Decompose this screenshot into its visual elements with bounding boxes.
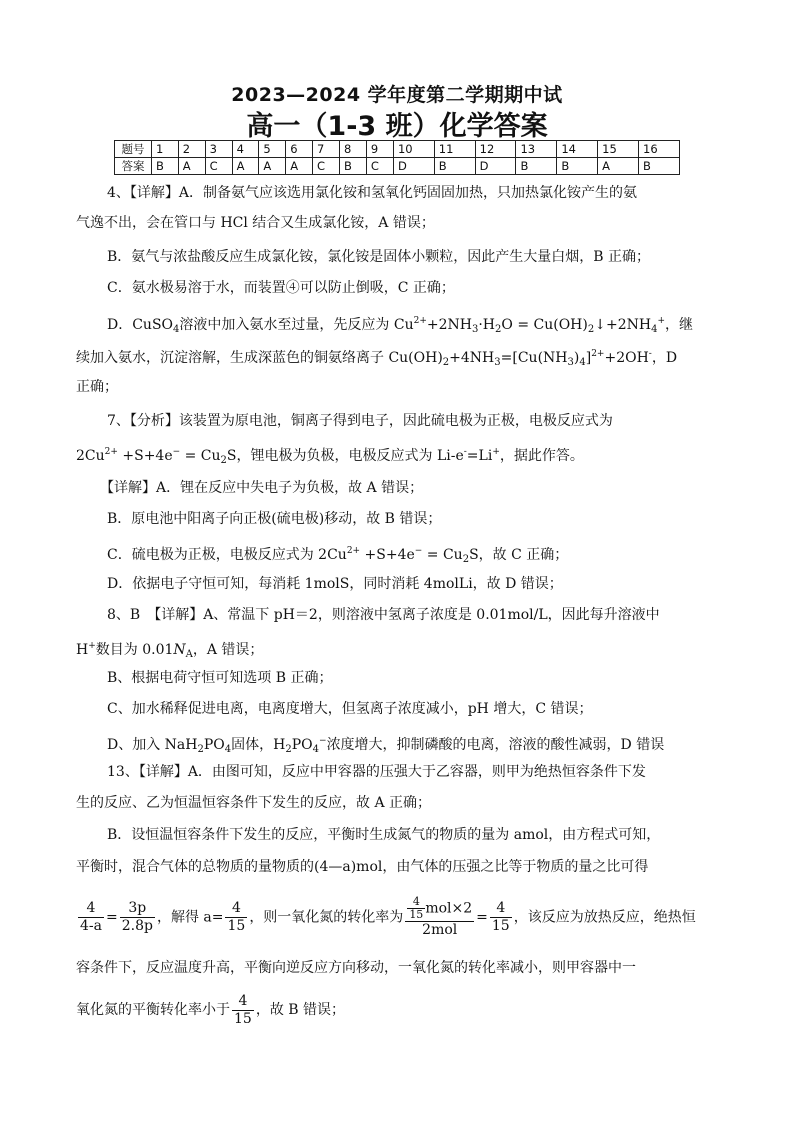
question-number-cell: 6	[286, 141, 313, 158]
question-number-cell: 15	[598, 141, 639, 158]
answer-cell: B	[434, 158, 475, 175]
fraction	[78, 900, 104, 935]
text: mol×2	[425, 900, 473, 917]
subscript: 3	[494, 357, 501, 368]
text: =Li	[466, 448, 493, 464]
q4-line-2: 气逸不出，会在管口与 HCl 结合又生成氯化铵，A 错误；	[76, 215, 435, 231]
answer-cell: A	[259, 158, 286, 175]
subscript: 2	[442, 357, 450, 368]
superscript: 2+	[104, 447, 118, 457]
answer-table	[114, 140, 680, 175]
subscript: 4	[224, 744, 232, 755]
text: =	[476, 909, 488, 926]
text: = Cu	[180, 448, 221, 464]
numerator: 4	[490, 900, 512, 918]
superscript: -	[648, 349, 652, 359]
denominator: 15	[409, 908, 424, 921]
text: C．硫电极为正极，电极反应式为 2Cu	[107, 547, 347, 563]
question-number-cell: 13	[516, 141, 557, 158]
question-number-cell: 4	[232, 141, 259, 158]
numerator: 4	[232, 993, 254, 1011]
question-number-cell: 1	[152, 141, 179, 158]
exam-subtitle: 高一（1-3 班）化学答案	[246, 111, 548, 142]
answer-cell: B	[152, 158, 179, 175]
question-number-cell: 14	[557, 141, 598, 158]
q7-line-6: D．依据电子守恒可知，每消耗 1molS，同时消耗 4molLi，故 D 错误；	[107, 576, 563, 592]
fraction	[120, 900, 155, 935]
q4-line-7: 正确；	[76, 379, 118, 395]
answer-cell: D	[393, 158, 434, 175]
text: = Cu	[422, 547, 463, 563]
subscript: 2	[587, 324, 595, 335]
superscript: 2+	[591, 349, 605, 359]
superscript: −	[172, 447, 181, 457]
q8-line-4: C、加水稀释促进电离，电离度增大，但氢离子浓度减小，pH 增大，C 错误；	[107, 701, 593, 717]
answer-table-answer-row	[115, 158, 680, 175]
question-number-cell: 11	[434, 141, 475, 158]
superscript: +	[657, 316, 665, 326]
answer-cell: B	[557, 158, 598, 175]
inner-fraction	[407, 896, 425, 921]
text: ，据此作答。	[499, 448, 584, 464]
subscript: 3	[567, 357, 574, 368]
q4-line-5	[107, 311, 693, 340]
subscript: 2	[197, 744, 204, 755]
denominator: 15	[227, 918, 246, 934]
superscript: 2+	[346, 546, 361, 556]
superscript: -	[463, 447, 467, 457]
q13-line-3: B．设恒温恒容条件下发生的反应，平衡时生成氮气的物质的量为 amol，由方程式可知，	[107, 827, 661, 843]
subscript: 2	[220, 455, 227, 466]
question-number-cell: 5	[259, 141, 286, 158]
superscript: +	[88, 641, 96, 651]
numerator: 4	[225, 900, 247, 918]
q13-line-2: 生的反应、乙为恒温恒容条件下发生的反应，故 A 正确；	[76, 795, 432, 811]
subscript: 4	[651, 324, 658, 335]
q4-line-3: B．氨气与浓盐酸反应生成氯化铵，氯化铵是固体小颗粒，因此产生大量白烟，B 正确；	[107, 249, 651, 265]
q7-line-5	[107, 541, 568, 570]
question-number-cell: 8	[340, 141, 367, 158]
answer-cell: A	[286, 158, 313, 175]
row-label-answer: 答案	[115, 158, 152, 175]
question-number-cell: 10	[393, 141, 434, 158]
text: ，A 错误；	[192, 642, 264, 658]
answer-cell: D	[475, 158, 516, 175]
denominator: 15	[234, 1010, 252, 1027]
fraction	[225, 900, 247, 935]
text: D．CuSO	[107, 317, 174, 333]
q4-line-4: C．氨水极易溶于水，而装置④可以防止倒吸，C 正确；	[107, 280, 455, 296]
text: PO	[203, 737, 225, 753]
subscript: 2	[462, 554, 470, 565]
text: ·H	[478, 317, 496, 333]
answer-cell: C	[205, 158, 232, 175]
q4-line-1: 4、【详解】A．制备氨气应该选用氯化铵和氢氧化钙固固加热，只加热氯化铵产生的氨	[107, 185, 638, 201]
text: H	[76, 642, 89, 658]
q13-line-5	[76, 896, 696, 939]
superscript: −	[414, 546, 423, 556]
q13-line-7	[76, 992, 345, 1028]
question-number-cell: 12	[475, 141, 516, 158]
question-number-cell: 2	[178, 141, 205, 158]
answer-cell: B	[639, 158, 680, 175]
answer-table-number-row	[115, 141, 680, 158]
text: ，继	[664, 317, 693, 333]
question-number-cell: 3	[205, 141, 232, 158]
text: 溶液中加入氨水至过量，先反应为 Cu	[179, 317, 414, 333]
subscript: 4	[579, 357, 586, 368]
text: 浓度增大，抑制磷酸的电离，溶液的酸性减弱，D 错误	[326, 737, 665, 753]
q7-line-4: B．原电池中阳离子向正极(硫电极)移动，故 B 错误；	[107, 511, 442, 527]
text: )	[573, 350, 580, 366]
q7-line-3: 【详解】A．锂在反应中失电子为负极，故 A 错误；	[100, 480, 424, 496]
text: S，故 C 正确；	[469, 547, 569, 563]
question-number-cell: 7	[312, 141, 339, 158]
q7-line-1: 7、【分析】该装置为原电池，铜离子得到电子，因此硫电极为正极，电极反应式为	[107, 413, 613, 429]
q13-line-1: 13、【详解】A．由图可知，反应中甲容器的压强大于乙容器，则甲为绝热恒容条件下发	[107, 764, 646, 780]
answer-cell: A	[598, 158, 639, 175]
text: 固体，H	[231, 737, 286, 753]
answer-cell: B	[340, 158, 367, 175]
text: ，D	[651, 350, 678, 366]
text: +4NH	[449, 350, 495, 366]
fraction	[232, 993, 254, 1028]
fraction	[405, 896, 474, 939]
q4-line-6	[76, 344, 677, 373]
q13-line-4: 平衡时，混合气体的总物质的量物质的(4—a)mol，由气体的压强之比等于物质的量之比可得	[76, 859, 649, 875]
text: S，锂电极为负极，电极反应式为 Li-e	[226, 448, 464, 464]
superscript: 2+	[413, 316, 427, 326]
text: O = Cu(OH)	[501, 317, 588, 333]
subscript: 2	[495, 324, 502, 335]
question-number-cell: 9	[366, 141, 393, 158]
answer-cell: A	[178, 158, 205, 175]
answer-cell: C	[312, 158, 339, 175]
denominator: 2mol	[422, 922, 458, 938]
subscript: 2	[285, 744, 292, 755]
text: ，该反应为放热反应，绝热恒	[513, 909, 696, 926]
q8-line-3: B、根据电荷守恒可知选项 B 正确；	[107, 670, 333, 686]
q8-line-2	[76, 636, 263, 665]
q7-line-2	[76, 442, 584, 471]
text: ，故 B 错误；	[255, 1002, 346, 1018]
exam-title: 2023—2024 学年度第二学期期中试	[231, 84, 563, 106]
question-number-cell: 16	[639, 141, 680, 158]
text: =[Cu(NH	[500, 350, 568, 366]
subscript: A	[185, 649, 193, 660]
text: 氧化氮的平衡转化率小于	[76, 1002, 230, 1018]
q8-line-1: 8、B 【详解】A、常温下 pH＝2，则溶液中氢离子浓度是 0.01mol/L，因此每升溶液中	[107, 607, 660, 623]
denominator: 15	[491, 918, 510, 934]
text: PO	[291, 737, 313, 753]
q8-line-5	[107, 731, 664, 760]
text: +S+4e	[360, 547, 415, 563]
numerator	[405, 896, 474, 922]
text: ，则一氧化氮的转化率为	[249, 909, 404, 926]
subscript: 4	[312, 744, 320, 755]
subscript: 3	[471, 324, 479, 335]
numerator: 4	[407, 896, 425, 909]
denominator: 2.8p	[121, 918, 153, 934]
text: ，解得 a=	[156, 909, 224, 926]
text: D、加入 NaH	[107, 737, 198, 753]
text: N	[173, 642, 186, 658]
text: =	[105, 909, 118, 926]
q13-line-6: 容条件下，反应温度升高，平衡向逆反应方向移动，一氧化氮的转化率减小，则甲容器中一	[76, 960, 636, 976]
text: ]	[585, 350, 592, 366]
fraction	[490, 900, 512, 935]
answer-cell: B	[516, 158, 557, 175]
text: 2Cu	[76, 448, 105, 464]
superscript: −	[319, 736, 327, 746]
text: 数目为 0.01	[95, 642, 174, 658]
text: ↓+2NH	[594, 317, 652, 333]
text: +S+4e	[117, 448, 173, 464]
text: +2NH	[426, 317, 472, 333]
text: +2OH	[604, 350, 649, 366]
answer-cell: A	[232, 158, 259, 175]
numerator: 4	[78, 900, 104, 918]
subscript: 4	[173, 324, 180, 335]
superscript: +	[492, 447, 500, 457]
answer-cell: C	[366, 158, 393, 175]
row-label-number: 题号	[115, 141, 152, 158]
text: 续加入氨水，沉淀溶解，生成深蓝色的铜氨络离子 Cu(OH)	[76, 350, 443, 366]
numerator: 3p	[120, 900, 155, 918]
denominator: 4-a	[80, 918, 102, 934]
